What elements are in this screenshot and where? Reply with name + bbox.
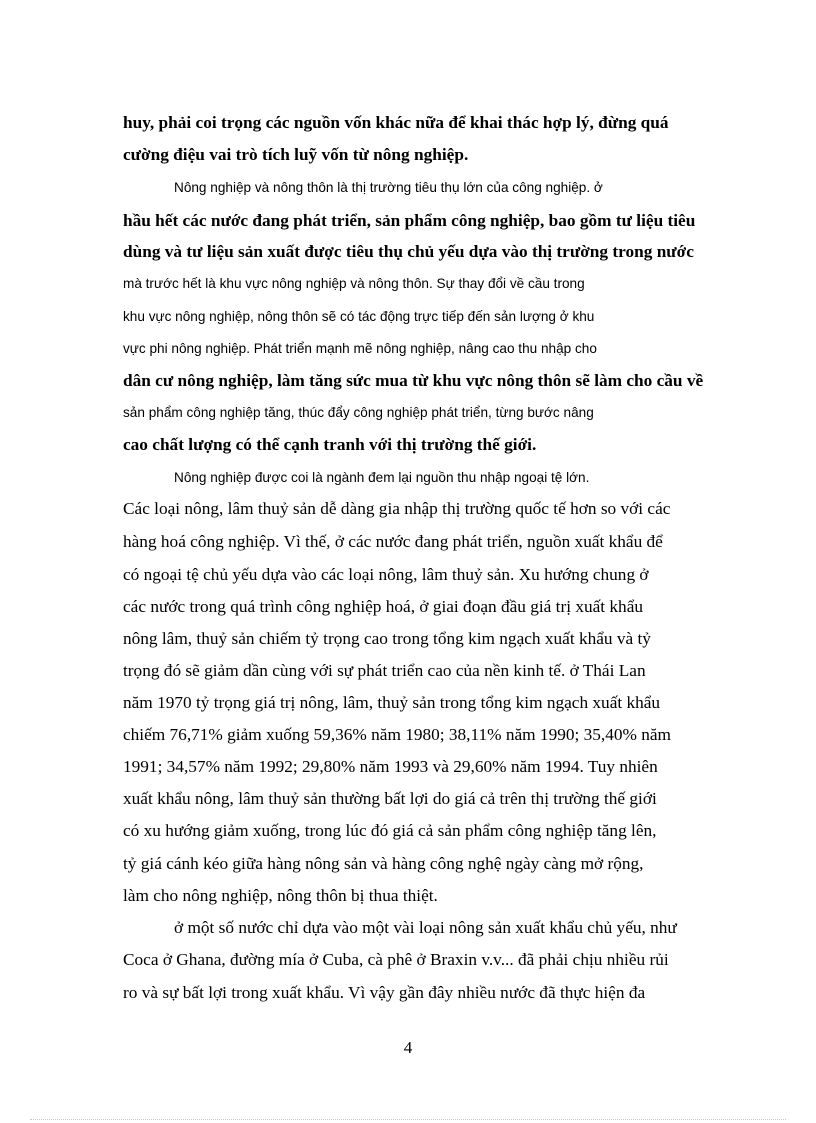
text-line: làm cho nông nghiệp, nông thôn bị thua thiệt. (123, 886, 438, 905)
text-line: có ngoại tệ chủ yếu dựa vào các loại nông, lâm thuỷ sản. Xu hướng chung ở (123, 565, 649, 584)
text-line: chiếm 76,71% giảm xuống 59,36% năm 1980; 38,11% năm 1990; 35,40% năm (123, 725, 671, 744)
text-line: mà trước hết là khu vực nông nghiệp và nông thôn. Sự thay đổi về cầu trong (123, 276, 585, 291)
text-line: sản phẩm công nghiệp tăng, thúc đẩy công nghiệp phát triển, từng bước nâng (123, 405, 594, 420)
text-line: ở một số nước chỉ dựa vào một vài loại nông sản xuất khẩu chủ yếu, như (174, 918, 677, 937)
text-line: Các loại nông, lâm thuỷ sản dễ dàng gia nhập thị trường quốc tế hơn so với các (123, 499, 671, 518)
text-line: có xu hướng giảm xuống, trong lúc đó giá cả sản phẩm công nghiệp tăng lên, (123, 821, 657, 840)
page-number: 4 (403, 1038, 413, 1057)
text-line: hàng hoá công nghiệp. Vì thế, ở các nước đang phát triển, nguồn xuất khẩu để (123, 532, 663, 551)
text-line: dân cư nông nghiệp, làm tăng sức mua từ khu vực nông thôn sẽ làm cho cầu về (123, 371, 704, 390)
text-line: 1991; 34,57% năm 1992; 29,80% năm 1993 và 29,60% năm 1994. Tuy nhiên (123, 757, 658, 776)
text-line: khu vực nông nghiệp, nông thôn sẽ có tác động trực tiếp đến sản lượng ở khu (123, 309, 595, 324)
text-line: cường điệu vai trò tích luỹ vốn từ nông nghiệp. (123, 145, 469, 164)
text-line: Nông nghiệp và nông thôn là thị trường tiêu thụ lớn của công nghiệp. ở (174, 180, 603, 195)
text-line: ro và sự bất lợi trong xuất khẩu. Vì vậy gần đây nhiều nước đã thực hiện đa (123, 983, 646, 1002)
page-bottom-divider (30, 1119, 786, 1120)
text-line: cao chất lượng có thể cạnh tranh với thị trường thế giới. (123, 435, 537, 454)
text-line: năm 1970 tỷ trọng giá trị nông, lâm, thuỷ sản trong tổng kim ngạch xuất khẩu (123, 693, 661, 712)
text-line: vực phi nông nghiệp. Phát triển mạnh mẽ nông nghiệp, nâng cao thu nhập cho (123, 341, 597, 356)
text-line: các nước trong quá trình công nghiệp hoá, ở giai đoạn đầu giá trị xuất khẩu (123, 597, 644, 616)
text-line: dùng và tư liệu sản xuất được tiêu thụ chủ yếu dựa vào thị trường trong nước (123, 242, 694, 261)
text-line: nông lâm, thuỷ sản chiếm tỷ trọng cao trong tổng kim ngạch xuất khẩu và tỷ (123, 629, 651, 648)
text-line: trọng đó sẽ giảm dần cùng với sự phát triển cao của nền kinh tế. ở Thái Lan (123, 661, 646, 680)
text-line: xuất khẩu nông, lâm thuỷ sản thường bất lợi do giá cả trên thị trường thế giới (123, 789, 657, 808)
text-line: hầu hết các nước đang phát triển, sản phẩm công nghiệp, bao gồm tư liệu tiêu (123, 211, 696, 230)
text-line: tỷ giá cánh kéo giữa hàng nông sản và hàng công nghệ ngày càng mở rộng, (123, 854, 644, 873)
text-line: Nông nghiệp được coi là ngành đem lại nguồn thu nhập ngoại tệ lớn. (174, 470, 590, 485)
text-line: huy, phải coi trọng các nguồn vốn khác nữa để khai thác hợp lý, đừng quá (123, 113, 669, 132)
text-line: Coca ở Ghana, đường mía ở Cuba, cà phê ở Braxin v.v... đã phải chịu nhiều rủi (123, 950, 669, 969)
